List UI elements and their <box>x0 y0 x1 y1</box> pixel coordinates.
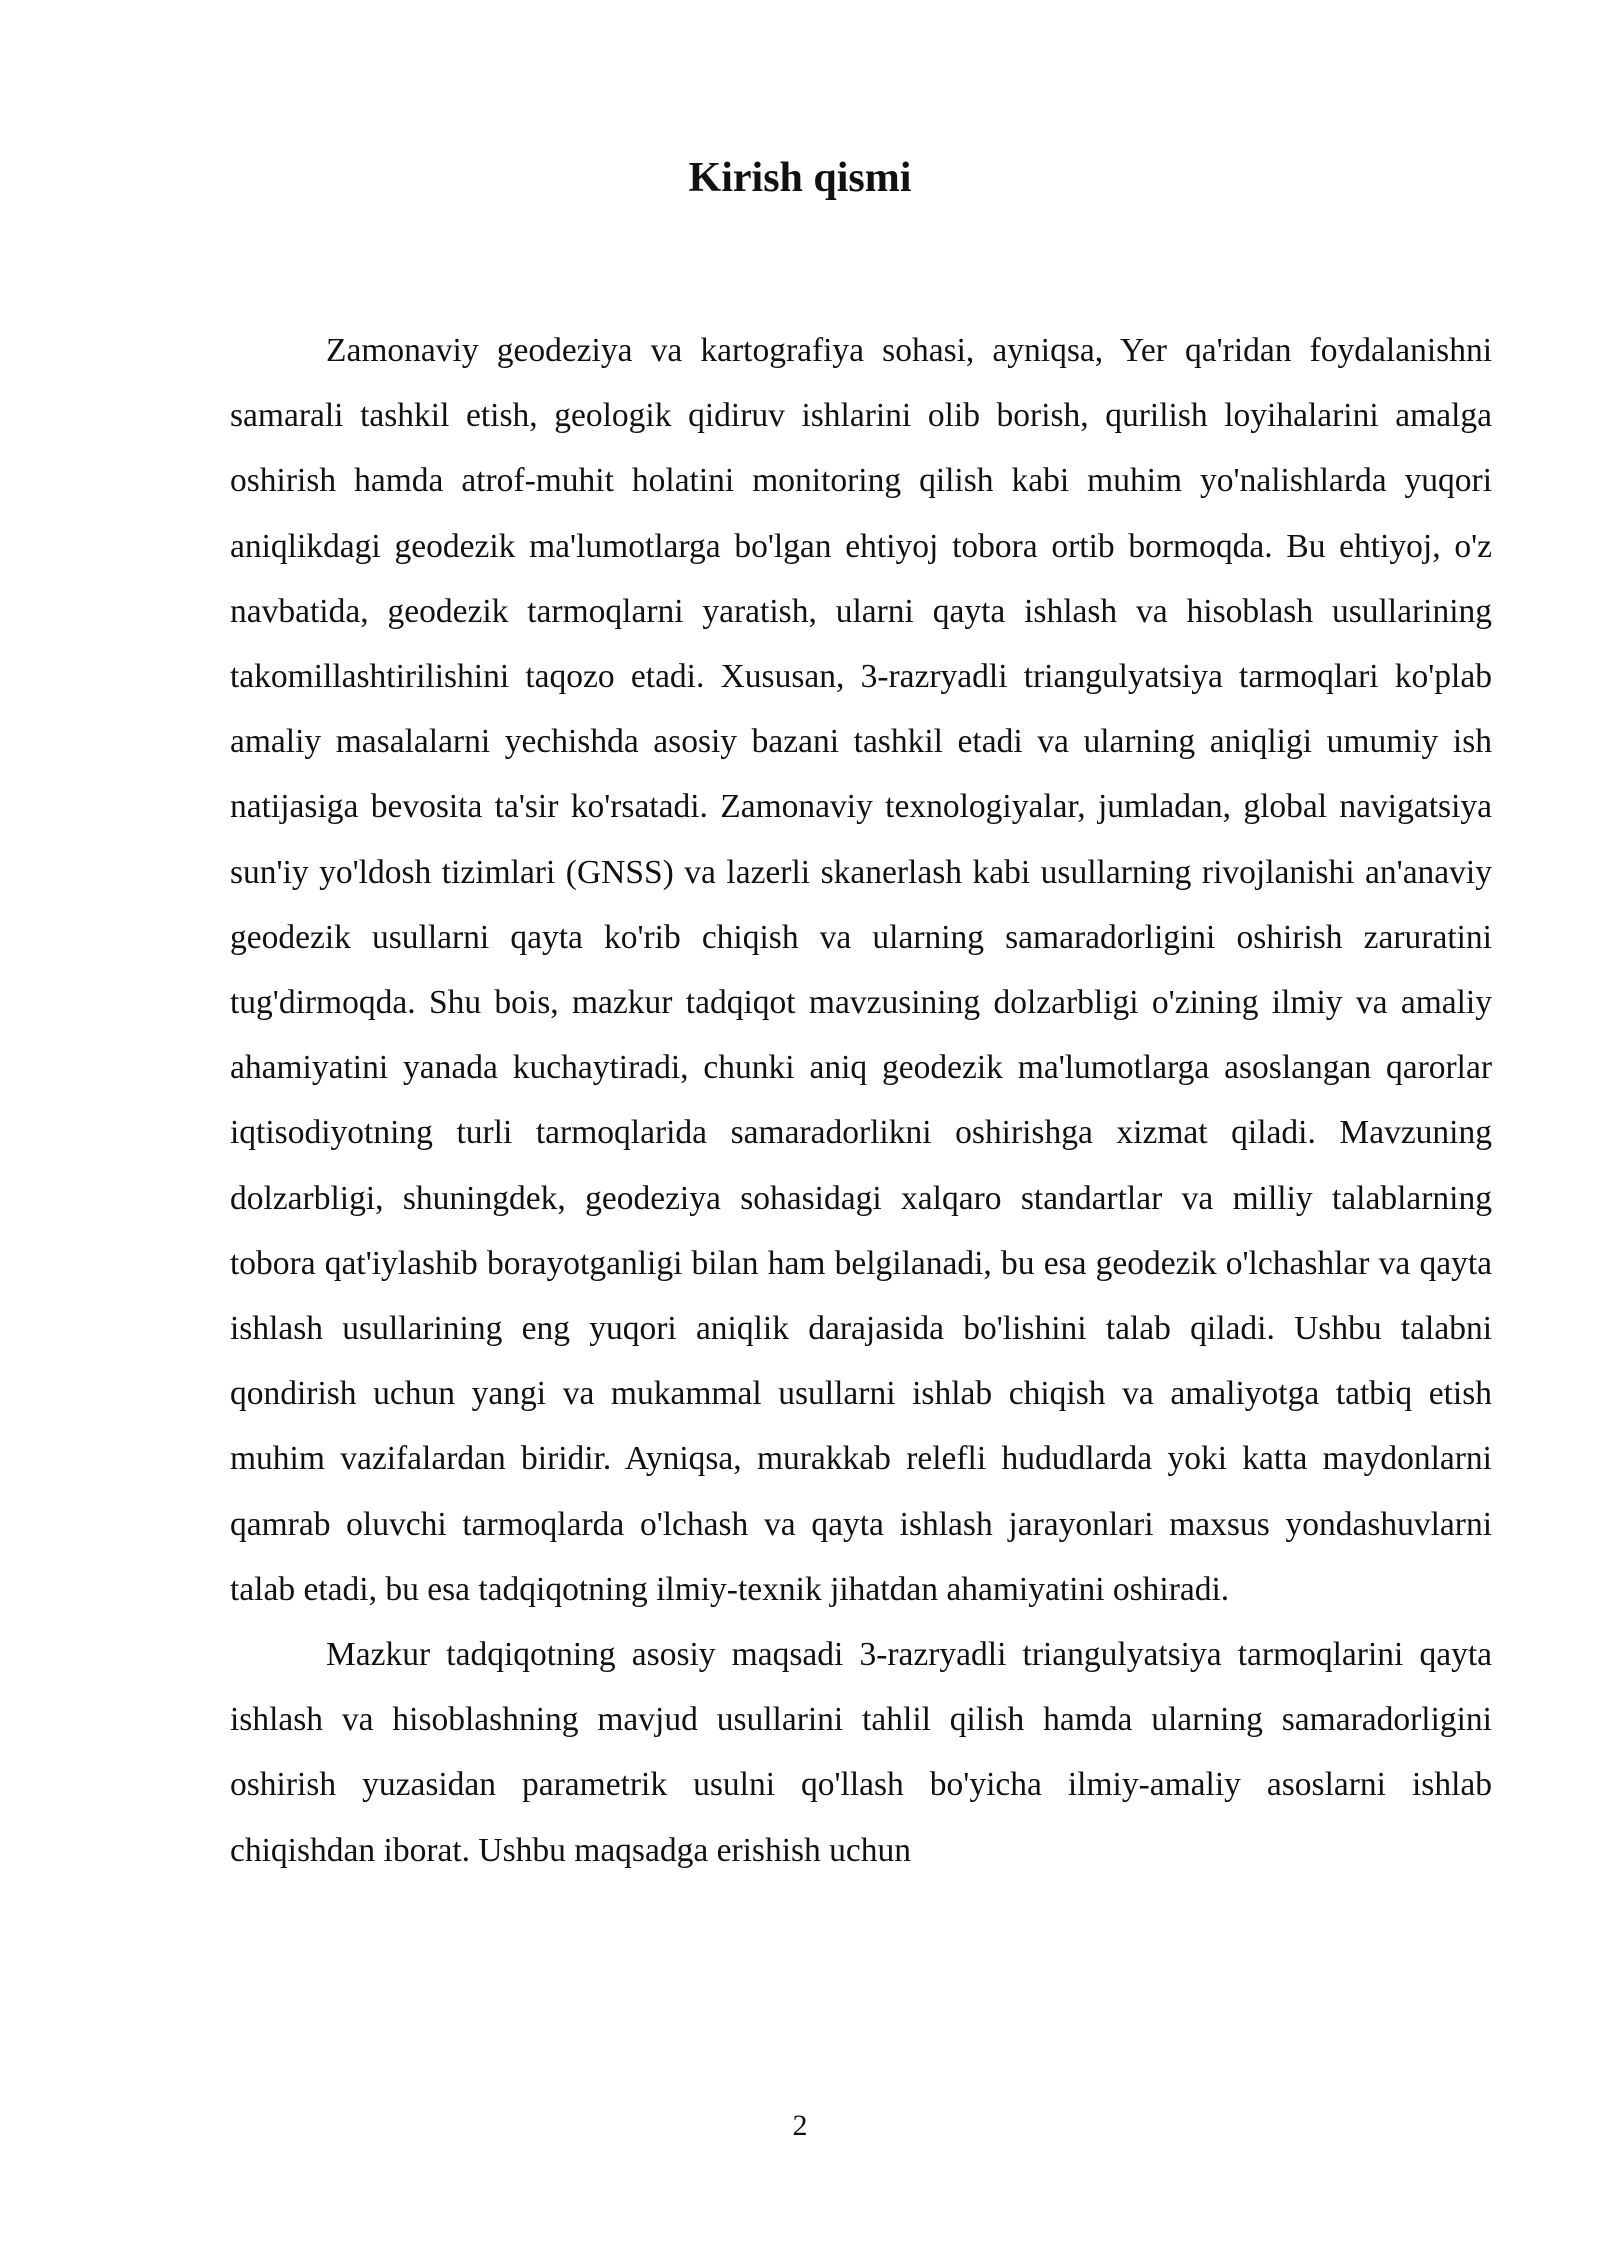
paragraph-goal: Mazkur tadqiqotning asosiy maqsadi 3-razryadli triangulyatsiya tarmoqlarini qayta ishlash va hisoblashning mavjud usullarini tahlil qilish hamda ularning samaradorligini oshirish yuzasidan parametrik usulni qo'llash bo'yicha ilmiy-amaliy asoslarni ishlab chiqishdan iborat. Ushbu maqsadga erishish uchun <box>230 1636 1492 1869</box>
page-number: 2 <box>792 2109 808 2142</box>
paragraph-relevance: Zamonaviy geodeziya va kartografiya sohasi, ayniqsa, Yer qa'ridan foydalanishni samarali tashkil etish, geologik qidiruv ishlarini olib borish, qurilish loyihalarini amalga oshirish hamda atrof-muhit holatini monitoring qilish kabi muhim yo'nalishlarda yuqori aniqlikdagi geodezik ma'lumotlarga bo'lgan ehtiyoj tobora ortib bormoqda. Bu ehtiyoj, o'z navbatida, geodezik tarmoqlarni yaratish, ularni qayta ishlash va hisoblash usullarining takomillashtirilishini taqozo etadi. Xususan, 3-razryadli triangulyatsiya tarmoqlari ko'plab amaliy masalalarni yechishda asosiy bazani tashkil etadi va ularning aniqligi umumiy ish natijasiga bevosita ta'sir ko'rsatadi. Zamonaviy texnologiyalar, jumladan, global navigatsiya sun'iy yo'ldosh tizimlari (GNSS) va lazerli skanerlash kabi usullarning rivojlanishi an'anaviy geodezik usullarni qayta ko'rib chiqish va ularning samaradorligini oshirish zaruratini tug'dirmoqda. Shu bois, mazkur tadqiqot mavzusining dolzarbligi o'zining ilmiy va amaliy ahamiyatini yanada kuchaytiradi, chunki aniq geodezik ma'lumotlarga asoslangan qarorlar iqtisodiyotning turli tarmoqlarida samaradorlikni oshirishga xizmat qiladi. Mavzuning dolzarbligi, shuningdek, geodeziya sohasidagi xalqaro standartlar va milliy talablarning tobora qat'iylashib borayotganligi bilan ham belgilanadi, bu esa geodezik o'lchashlar va qayta ishlash usullarining eng yuqori aniqlik darajasida bo'lishini talab qiladi. Ushbu talabni qondirish uchun yangi va mukammal usullarni ishlab chiqish va amaliyotga tatbiq etish muhim vazifalardan biridir. Ayniqsa, murakkab relefli hududlarda yoki katta maydonlarni qamrab oluvchi tarmoqlarda o'lchash va qayta ishlash jarayonlari maxsus yondashuvlarni talab etadi, bu esa tadqiqotning ilmiy-texnik jihatdan ahamiyatini oshiradi. <box>230 332 1492 1608</box>
body-text <box>230 318 1492 1883</box>
page-title: Kirish qismi <box>688 155 912 201</box>
